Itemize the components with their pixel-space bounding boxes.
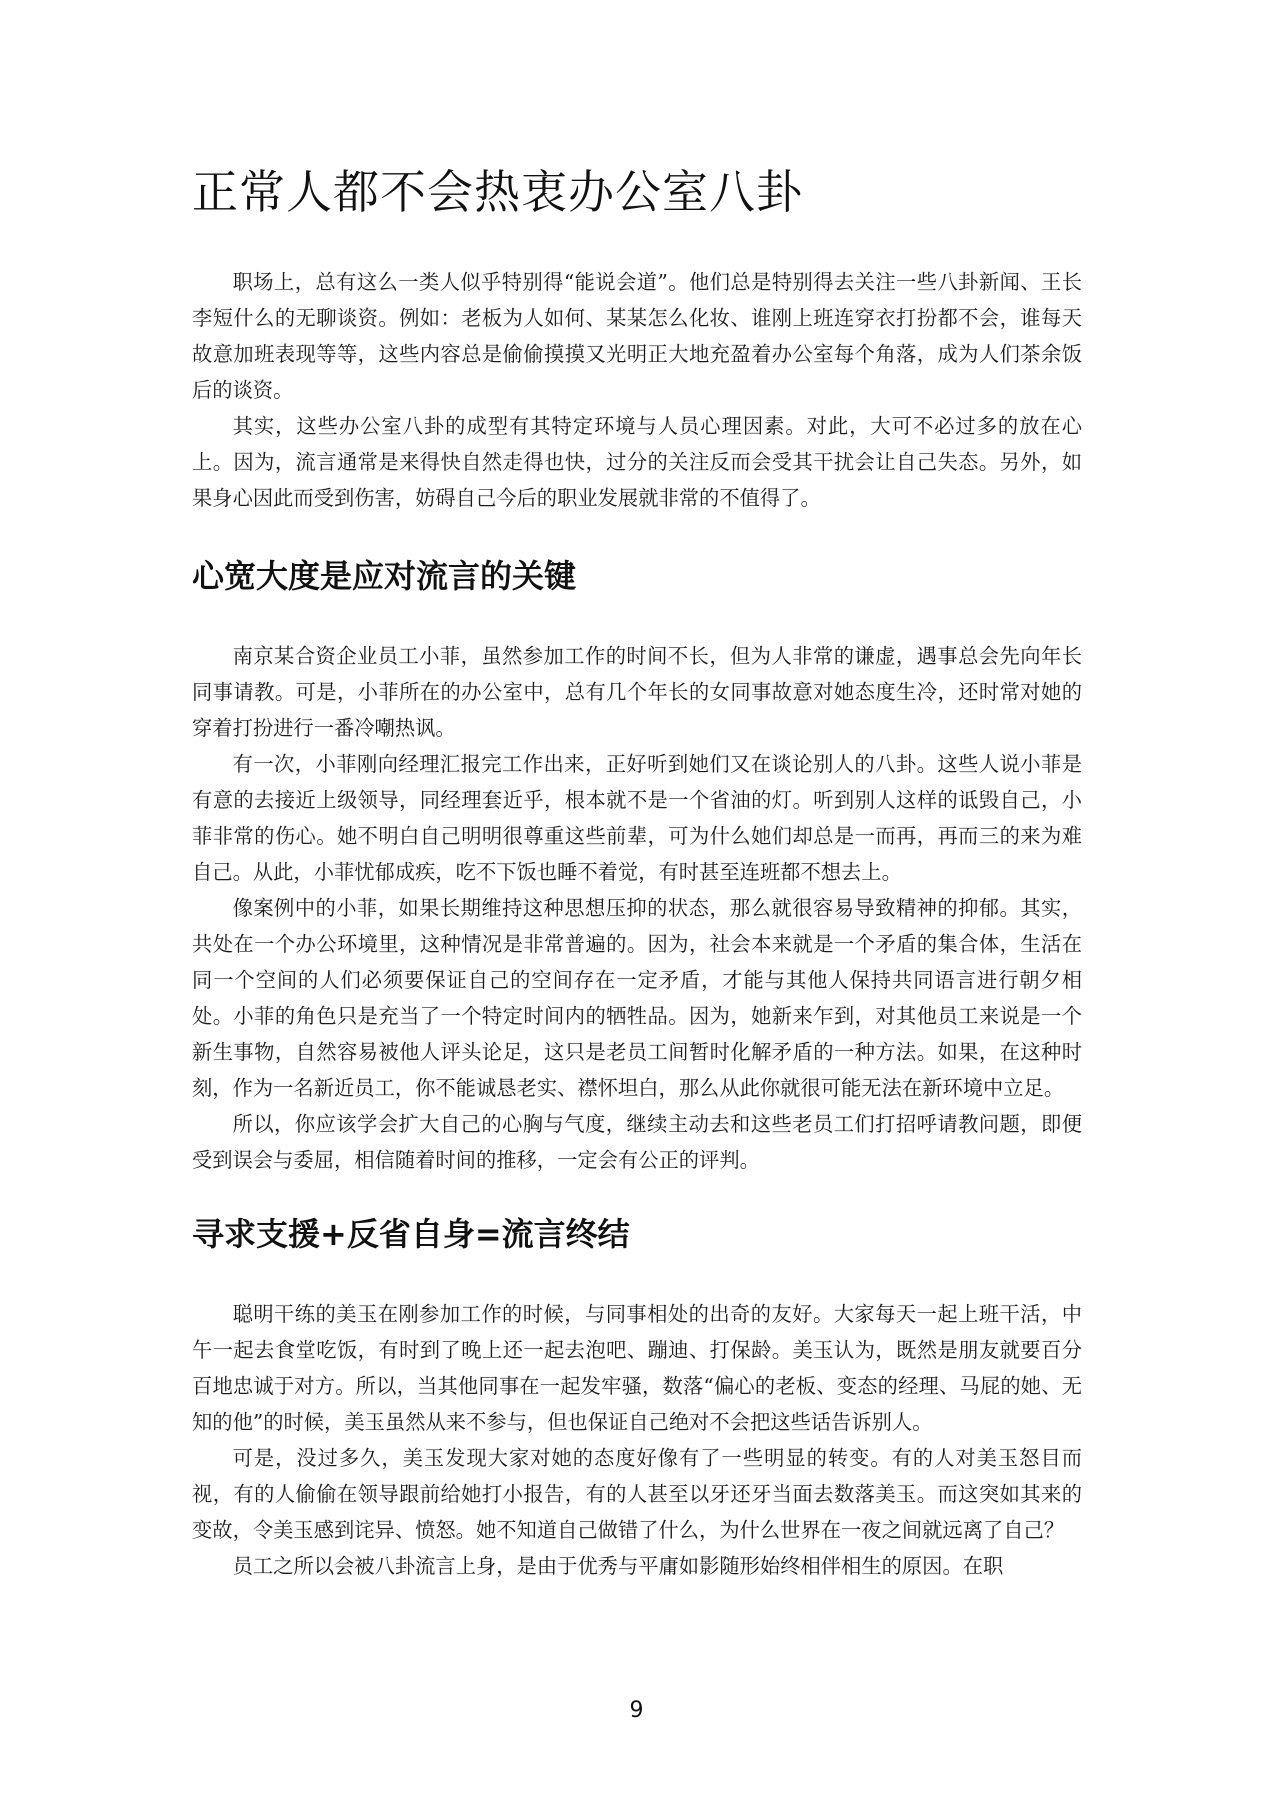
section1-paragraph-1: 南京某合资企业员工小菲，虽然参加工作的时间不长，但为人非常的谦虚，遇事总会先向年长同事请教。可是，小菲所在的办公室中，总有几个年长的女同事故意对她态度生冷，还时常对她的穿着打扮进行一番冷嘲热讽。 [192,644,1082,740]
section1-paragraph-2: 有一次，小菲刚向经理汇报完工作出来，正好听到她们又在谈论别人的八卦。这些人说小菲是有意的去接近上级领导，同经理套近乎，根本就不是一个省油的灯。听到别人这样的诋毁自己，小菲非常的伤心。她不明白自己明明很尊重这些前辈，可为什么她们却总是一而再，再而三的来为难自己。从此，小菲忧郁成疾，吃不下饭也睡不着觉，有时甚至连班都不想去上。 [192,752,1082,884]
section-heading-1: 心宽大度是应对流言的关键 [192,557,577,595]
section1-paragraph-3: 像案例中的小菲，如果长期维持这种思想压抑的状态，那么就很容易导致精神的抑郁。其实，共处在一个办公环境里，这种情况是非常普遍的。因为，社会本来就是一个矛盾的集合体，生活在同一个空间的人们必须要保证自己的空间存在一定矛盾，才能与其他人保持共同语言进行朝夕相处。小菲的角色只是充当了一个特定时间内的牺牲品。因为，她新来乍到，对其他员工来说是一个新生事物，自然容易被他人评头论足，这只是老员工间暂时化解矛盾的一种方法。如果，在这种时刻，作为一名新近员工，你不能诚恳老实、襟怀坦白，那么从此你就很可能无法在新环境中立足。 [192,896,1082,1100]
intro-paragraph-2: 其实，这些办公室八卦的成型有其特定环境与人员心理因素。对此，大可不必过多的放在心上。因为，流言通常是来得快自然走得也快，过分的关注反而会受其干扰会让自己失态。另外，如果身心因此而受到伤害，妨碍自己今后的职业发展就非常的不值得了。 [192,414,1082,510]
page-number: 9 [629,1698,644,1723]
section-heading-2: 寻求支援+反省自身=流言终结 [192,1215,630,1253]
section2-paragraph-1: 聪明干练的美玉在刚参加工作的时候，与同事相处的出奇的友好。大家每天一起上班干活，中午一起去食堂吃饭，有时到了晚上还一起去泡吧、蹦迪、打保龄。美玉认为，既然是朋友就要百分百地忠诚于对方。所以，当其他同事在一起发牢骚，数落“偏心的老板、变态的经理、马屁的她、无知的他”的时候，美玉虽然从来不参与，但也保证自己绝对不会把这些话告诉别人。 [192,1302,1082,1434]
page-title: 正常人都不会热衷办公室八卦 [192,165,803,219]
intro-paragraph-1: 职场上，总有这么一类人似乎特别得“能说会道”。他们总是特别得去关注一些八卦新闻、王长李短什么的无聊谈资。例如：老板为人如何、某某怎么化妆、谁刚上班连穿衣打扮都不会，谁每天故意加班表现等等，这些内容总是偷偷摸摸又光明正大地充盈着办公室每个角落，成为人们茶余饭后的谈资。 [192,270,1082,402]
section1-paragraph-4: 所以，你应该学会扩大自己的心胸与气度，继续主动去和这些老员工们打招呼请教问题，即便受到误会与委屈，相信随着时间的推移，一定会有公正的评判。 [192,1112,1082,1172]
page-content [192,160,1082,1584]
section2-paragraph-2: 可是，没过多久，美玉发现大家对她的态度好像有了一些明显的转变。有的人对美玉怒目而视，有的人偷偷在领导跟前给她打小报告，有的人甚至以牙还牙当面去数落美玉。而这突如其来的变故，令美玉感到诧异、愤怒。她不知道自己做错了什么，为什么世界在一夜之间就远离了自己？ [192,1446,1082,1542]
section2-paragraph-3: 员工之所以会被八卦流言上身，是由于优秀与平庸如影随形始终相伴相生的原因。在职 [232,1554,1004,1578]
